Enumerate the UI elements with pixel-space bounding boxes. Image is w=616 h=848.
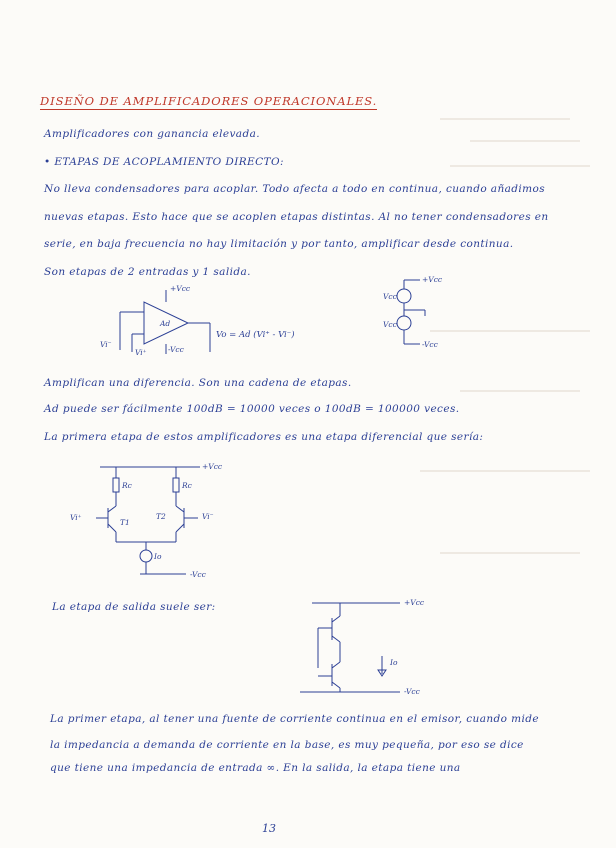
opamp-vp-label: Vi⁺ <box>135 348 147 357</box>
text-line: serie, en baja frecuencia no hay limitación y por tanto, amplificar desde continua. <box>44 238 514 250</box>
page-number: 13 <box>262 822 276 835</box>
opamp-plus-vcc-label: +Vcc <box>170 284 191 293</box>
out-minus-vcc-label: -Vcc <box>404 687 420 696</box>
text-line: Ad puede ser fácilmente 100dB = 10000 veces o 100dB = 100000 veces. <box>44 403 460 415</box>
diff-io-label: Io <box>154 552 162 561</box>
diff-t2-label: T2 <box>156 512 166 521</box>
diff-t1-label: T1 <box>120 518 130 527</box>
source-vcc-label: Vcc <box>383 292 397 301</box>
opamp-gain-label: Ad <box>160 319 171 328</box>
page-title: DISEÑO DE AMPLIFICADORES OPERACIONALES. <box>40 94 378 108</box>
text-line: Son etapas de 2 entradas y 1 salida. <box>44 266 251 278</box>
diff-input-label: Vi⁺ <box>70 513 82 522</box>
text-line: Amplificadores con ganancia elevada. <box>44 128 260 140</box>
text-line: nuevas etapas. Esto hace que se acoplen etapas distintas. Al no tener condensadores en <box>44 211 549 223</box>
text-line: que tiene una impedancia de entrada ∞. En la salida, la etapa tiene una <box>50 762 461 774</box>
opamp-vm-label: Vi⁻ <box>100 340 112 349</box>
opamp-minus-vcc-label: -Vcc <box>168 345 184 354</box>
text-line: La primera etapa de estos amplificadores es una etapa diferencial que sería: <box>44 431 484 443</box>
text-line: No lleva condensadores para acoplar. Todo afecta a todo en continua, cuando añadimos <box>44 183 546 195</box>
output-stage-diagram <box>300 603 400 692</box>
dual-supply-diagram <box>397 280 425 344</box>
text-line: La primer etapa, al tener una fuente de corriente continua en el emisor, cuando mide <box>50 713 539 725</box>
text-line: La etapa de salida suele ser: <box>52 601 216 613</box>
source-plus-vcc-label: +Vcc <box>422 275 443 284</box>
diff-input-label: Vi⁻ <box>202 512 214 521</box>
diff-rc-label: Rc <box>182 481 192 490</box>
text-line: la impedancia a demanda de corriente en la base, es muy pequeña, por eso se dice <box>50 739 524 751</box>
source-minus-vcc-label: -Vcc <box>422 340 438 349</box>
opamp-output-equation: Vo = Ad (Vi⁺ - Vi⁻) <box>216 330 295 340</box>
diff-minus-vcc-label: -Vcc <box>190 570 206 579</box>
text-line: • ETAPAS DE ACOPLAMIENTO DIRECTO: <box>44 156 284 168</box>
diff-rc-label: Rc <box>122 481 132 490</box>
source-vcc-label: Vcc <box>383 320 397 329</box>
out-io-label: Io <box>390 658 398 667</box>
text-line: Amplifican una diferencia. Son una cadena de etapas. <box>44 377 352 389</box>
out-vcc-label: +Vcc <box>404 598 425 607</box>
diff-vcc-label: +Vcc <box>202 462 223 471</box>
